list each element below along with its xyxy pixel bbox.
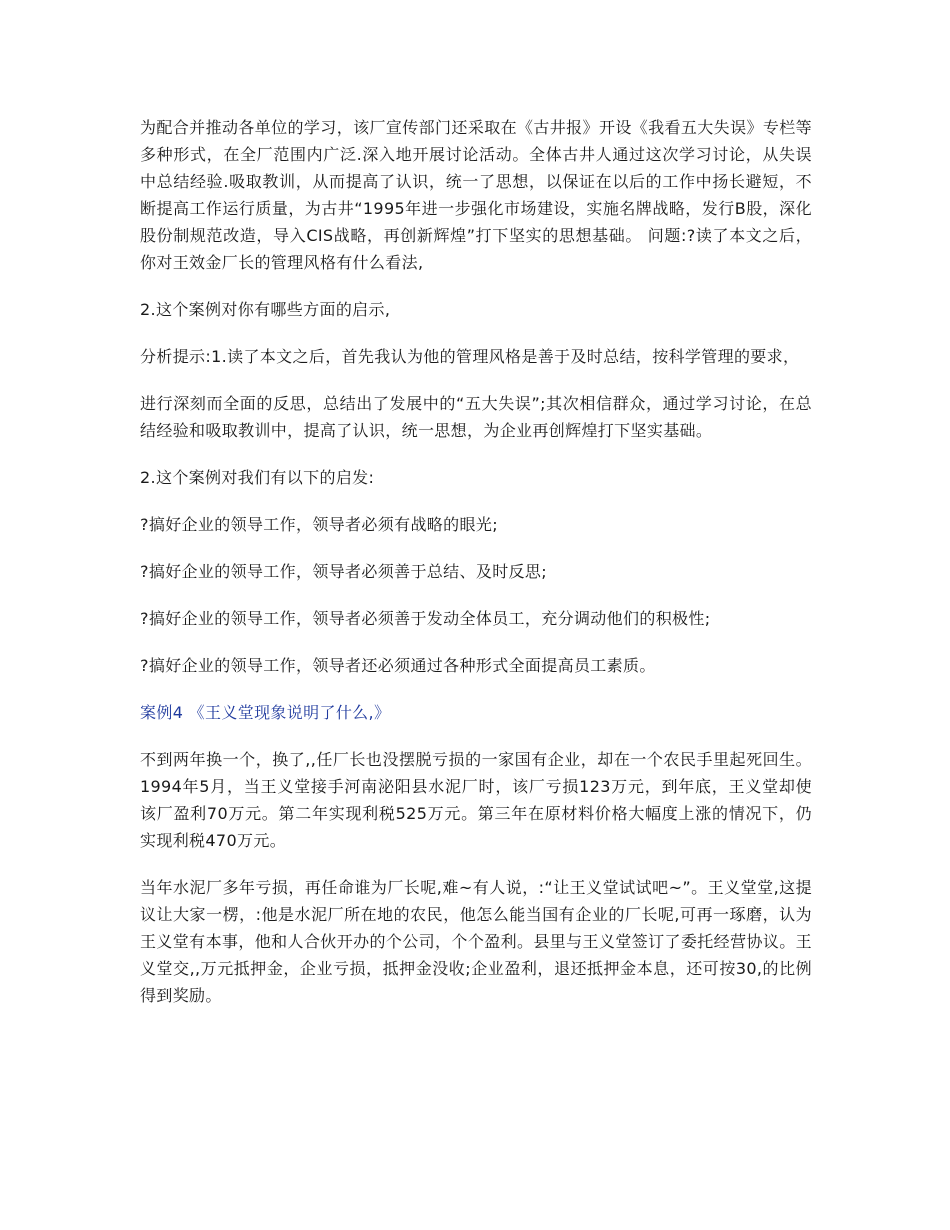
- analysis-hint-1: 分析提示:1.读了本文之后，首先我认为他的管理风格是善于及时总结，按科学管理的要求，: [140, 347, 800, 366]
- paragraph-discussion-activities: 为配合并推动各单位的学习，该厂宣传部门还采取在《古井报》开设《我看五大失误》专栏等多种形式，在全厂范围内广泛.深入地开展讨论活动。全体古井人通过这次学习讨论，从失误中总结经验.吸取教训，从而提高了认识，统一了思想，以保证在以后的工作中扬长避短，不断提高工作运行质量，为古井“1995年进一步强化市场建设，实施名牌战略，发行B股，深化股份制规范改造，导入CIS战略，再创新辉煌”打下坚实的思想基础。 问题:?读了本文之后，你对王效金厂长的管理风格有什么看法,: [140, 118, 812, 272]
- paragraph-case-4-background: 当年水泥厂多年亏损，再任命谁为厂长呢,难~有人说，:“让王义堂试试吧~”。王义堂堂,这提议让大家一楞，:他是水泥厂所在地的农民，他怎么能当国有企业的厂长呢,可再一琢磨，认为王义堂有本事，他和人合伙开办的个公司，个个盈利。县里与王义堂签订了委托经营协议。王义堂交,,万元抵押金，企业亏损，抵押金没收;企业盈利，退还抵押金本息，还可按30,的比例得到奖励。: [140, 878, 812, 1005]
- analysis-hint-2: 2.这个案例对我们有以下的启发:: [140, 468, 375, 487]
- list-item: ?搞好企业的领导工作，领导者必须善于发动全体员工，充分调动他们的积极性;: [140, 609, 711, 628]
- analysis-hint-1-continued: 进行深刻而全面的反思，总结出了发展中的“五大失误”;其次相信群众，通过学习讨论，在总结经验和吸取教训中，提高了认识，统一思想，为企业再创辉煌打下坚实基础。: [140, 394, 812, 440]
- case-4-heading: 案例4 《王义堂现象说明了什么,》: [140, 703, 391, 722]
- paragraph-case-4-intro: 不到两年换一个，换了,,任厂长也没摆脱亏损的一家国有企业，却在一个农民手里起死回生。1994年5月，当王义堂接手河南泌阳县水泥厂时，该厂亏损123万元，到年底，王义堂却使该厂盈利70万元。第二年实现利税525万元。第三年在原材料价格大幅度上涨的情况下，仍实现利税470万元。: [140, 750, 812, 850]
- question-2: 2.这个案例对你有哪些方面的启示,: [140, 300, 391, 319]
- document-page: [140, 114, 812, 1029]
- list-item: ?搞好企业的领导工作，领导者必须善于总结、及时反思;: [140, 562, 547, 581]
- list-item: ?搞好企业的领导工作，领导者必须有战略的眼光;: [140, 515, 498, 534]
- list-item: ?搞好企业的领导工作，领导者还必须通过各种形式全面提高员工素质。: [140, 656, 656, 675]
